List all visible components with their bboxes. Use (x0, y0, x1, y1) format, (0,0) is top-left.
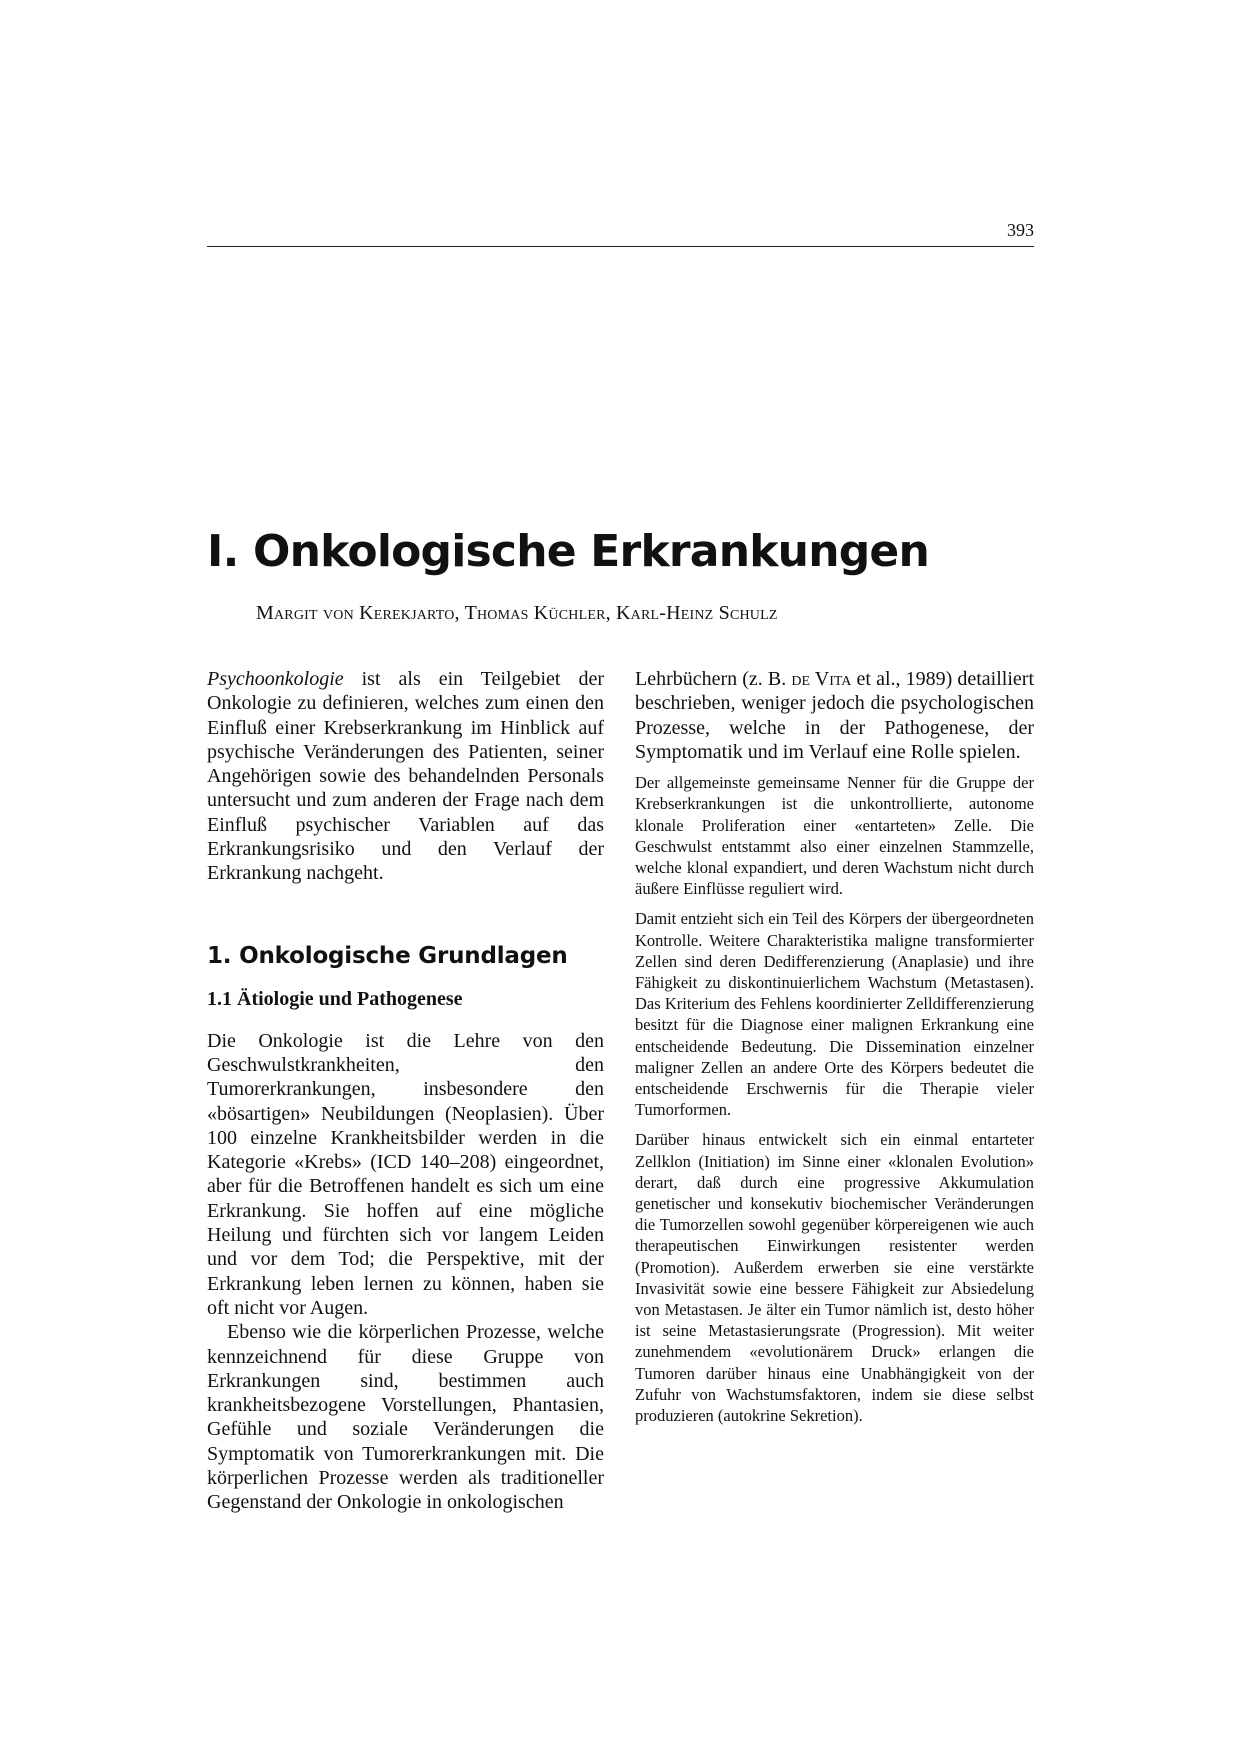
left-column (207, 667, 604, 1515)
intro-paragraph (207, 667, 604, 886)
intro-text: ist als ein Teilgebiet der Onkologie zu definieren, welches zum einen den Einfluß einer Krebserkrankung im Hinblick auf psychische Veränderungen des Patienten, seiner Angehörigen sowie des behandelnden Personals untersucht und zum anderen der Frage nach dem Einfluß psychischer Variablen auf das Erkrankungsrisiko und den Verlauf der Erkrankung nachgeht. (207, 668, 604, 885)
right-column (635, 667, 1034, 1426)
running-header (207, 218, 1034, 247)
small-print-paragraph: Damit entzieht sich ein Teil des Körpers der übergeordneten Kontrolle. Weitere Charakteristika maligne transformierter Zellen sind deren Dedifferenzierung (Anaplasie) und ihre Fähigkeit zu diskontinuierlichem Wachstum (Metastasen). Das Kriterium des Fehlens koordinierter Zelldifferenzierung besitzt für die Diagnose einer malignen Erkrankung eine entscheidende Bedeutung. Die Dissemination einzelner maligner Zellen an andere Orte des Körpers bedeutet die entscheidende Erschwernis für die Therapie vieler Tumorformen. (635, 909, 1034, 1120)
intro-term: Psychoonkologie (207, 668, 344, 690)
cited-author: de Vita (791, 668, 852, 690)
continued-text: et al., 1989) detailliert beschrieben, weniger jedoch die psychologischen Prozesse, welche in der Pathogenese, der Symptomatik und im Verlauf eine Rolle spielen. (635, 668, 1034, 763)
body-paragraph-continued (635, 667, 1034, 764)
author-line: Margit von Kerekjarto, Thomas Küchler, Karl-Heinz Schulz (256, 602, 778, 624)
small-print-paragraph: Der allgemeinste gemeinsame Nenner für die Gruppe der Krebserkrankungen ist die unkontrollierte, autonome klonale Proliferation einer «entarteten» Zelle. Die Geschwulst entstammt also einer einzelnen Stammzelle, welche klonal expandiert, und deren Wachstum nicht durch äußere Einflüsse reguliert wird. (635, 773, 1034, 899)
page-number: 393 (1007, 220, 1034, 240)
body-paragraph: Die Onkologie ist die Lehre von den Geschwulstkrankheiten, den Tumorerkrankungen, insbesondere den «bösartigen» Neubildungen (Neoplasien). Über 100 einzelne Krankheitsbilder werden in die Kategorie «Krebs» (ICD 140–208) eingeordnet, aber für die Betroffenen handelt es sich um eine Erkrankung. Sie hoffen auf eine mögliche Heilung und fürchten sich vor langem Leiden und vor dem Tod; die Perspektive, mit der Erkrankung leben lernen zu können, haben sie oft nicht vor Augen. (207, 1029, 604, 1319)
small-print-paragraph: Darüber hinaus entwickelt sich ein einmal entarteter Zellklon (Initiation) im Sinne einer «klonalen Evolution» derart, daß durch eine progressive Akkumulation genetischer und konsekutiv biochemischer Veränderungen die Tumorzellen sowohl gegenüber körpereigenen wie auch therapeutischen Einwirkungen resistenter werden (Promotion). Außerdem erwerben sie eine verstärkte Invasivität sowie eine bessere Fähigkeit zur Absiedelung von Metastasen. Je älter ein Tumor nämlich ist, desto höher ist seine Metastasierungsrate (Progression). Mit weiter zunehmendem «evolutionärem Druck» erlangen die Tumoren darüber hinaus eine Unabhängigkeit von der Zufuhr von Wachstumsfaktoren, indem sie diese selbst produzieren (autokrine Sekretion). (635, 1130, 1034, 1426)
subsection-heading: 1.1 Ätiologie und Pathogenese (207, 987, 463, 1010)
chapter-title: I. Onkologische Erkrankungen (207, 526, 929, 577)
body-paragraph: Ebenso wie die körperlichen Prozesse, welche kennzeichnend für diese Gruppe von Erkrankungen sind, bestimmen auch krankheitsbezogene Vorstellungen, Phantasien, Gefühle und soziale Veränderungen die Symptomatik von Tumorerkrankungen mit. Die körperlichen Prozesse werden als traditioneller Gegenstand der Onkologie in onkologischen (207, 1321, 604, 1514)
section-heading: 1. Onkologische Grundlagen (207, 942, 568, 969)
continued-text: Lehrbüchern (z. B. (635, 668, 792, 690)
